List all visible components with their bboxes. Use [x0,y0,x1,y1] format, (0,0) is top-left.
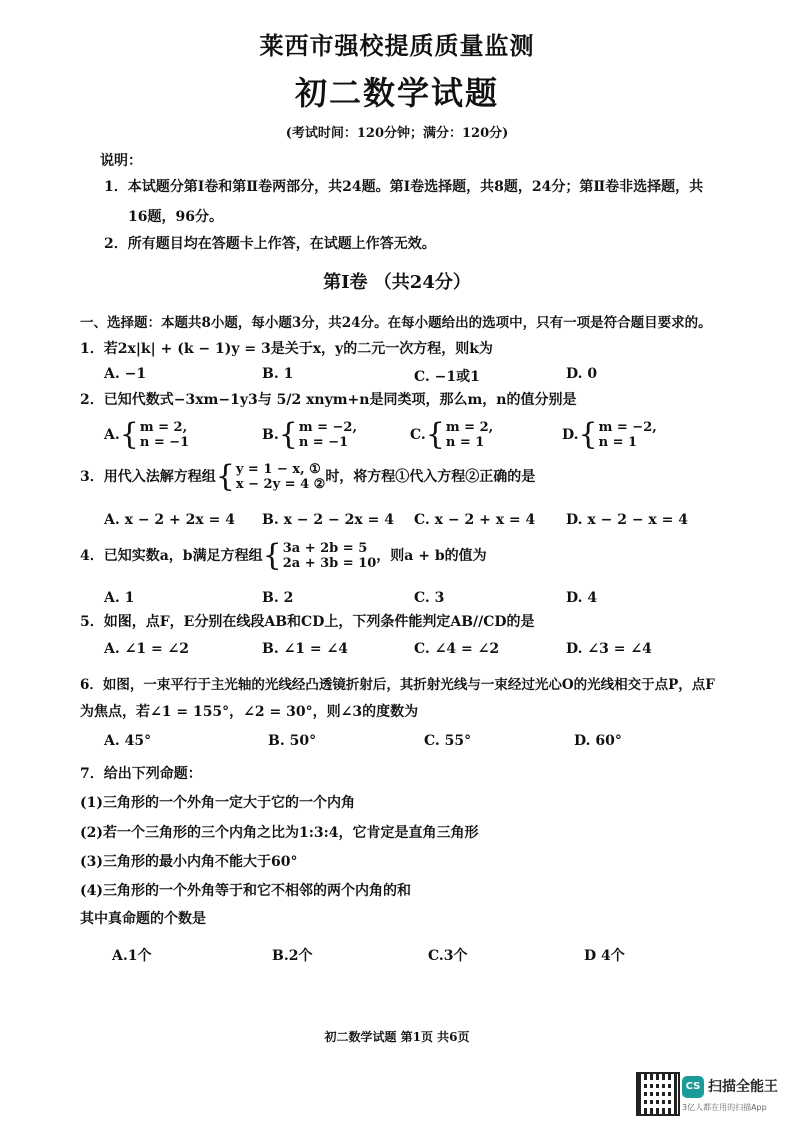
brace-icon: { [119,417,139,452]
section-intro: 一、选择题：本题共8小题，每小题3分，共24分。在每小题给出的选项中，只有一项是符合题目要求的。 [80,315,712,331]
question-4-option-d: D. 4 [566,590,598,606]
question-2-option-a-eq2: n = −1 [139,435,190,450]
question-3-eq-1: y = 1 − x, ① [235,462,321,477]
question-5-option-a: A. ∠1 = ∠2 [104,641,190,657]
question-7-option-d: D 4个 [584,948,625,964]
camscanner-logo-icon: CS [682,1076,704,1098]
brace-icon: { [425,417,445,452]
camscanner-tagline: 3亿人都在用的扫描App [682,1103,767,1112]
question-4-eq-2: 2a + 3b = 10 [282,556,377,571]
question-3-stem-pre: 3．用代入法解方程组 [80,469,216,485]
question-5-stem: 5．如图，点F，E分别在线段AB和CD上，下列条件能判定AB//CD的是 [80,614,535,630]
question-4-stem-pre: 4．已知实数a，b满足方程组 [80,548,263,564]
question-3-option-b: B. x − 2 − 2x = 4 [262,512,394,528]
question-5-option-b: B. ∠1 = ∠4 [262,641,349,657]
question-2-option-a [104,417,190,452]
question-7-proposition-3: (3)三角形的最小内角不能大于60° [80,854,298,870]
section-title: 第Ⅰ卷 （共24分） [323,272,471,293]
question-4-eq-1: 3a + 2b = 5 [282,541,368,556]
question-4-stem-post: ，则a + b的值为 [376,548,487,564]
question-5-option-c: C. ∠4 = ∠2 [414,641,500,657]
question-2-option-a-label: A. [104,427,120,443]
question-7-question: 其中真命题的个数是 [80,911,206,927]
question-6-stem-line-2: 为焦点，若∠1 = 155°，∠2 = 30°，则∠3的度数为 [80,704,419,720]
question-6-option-d: D. 60° [574,733,622,749]
question-2-option-c-eq2: n = 1 [445,435,485,450]
question-7-option-c: C.3个 [428,948,468,964]
exam-title-school: 莱西市强校提质质量监测 [259,31,535,60]
qr-code-icon [636,1072,680,1116]
question-7-stem: 7．给出下列命题： [80,766,202,782]
question-4-option-a: A. 1 [104,590,135,606]
question-7-proposition-2: (2)若一个三角形的三个内角之比为1:3:4，它肯定是直角三角形 [80,825,479,841]
question-6-option-b: B. 50° [268,733,317,749]
question-2-option-c-eq1: m = 2, [445,420,494,435]
notes-item-2: 2．所有题目均在答题卡上作答，在试题上作答无效。 [104,236,436,252]
question-1-option-d: D. 0 [566,366,598,382]
question-4-stem [80,538,487,573]
question-1-stem: 1．若2x|k| + (k − 1)y = 3是关于x，y的二元一次方程，则k为 [80,341,493,357]
question-7-option-a: A.1个 [112,948,152,964]
question-3-option-a: A. x − 2 + 2x = 4 [104,512,235,528]
question-1-option-a: A. −1 [104,366,147,382]
notes-item-1-line-1: 1．本试题分第Ⅰ卷和第Ⅱ卷两部分，共24题。第Ⅰ卷选择题，共8题，24分；第Ⅱ卷非选择题，共 [104,179,704,195]
question-2-option-a-eq1: m = 2, [139,420,188,435]
question-3-option-c: C. x − 2 + x = 4 [414,512,536,528]
question-2-option-d [562,417,657,452]
question-2-option-b-eq1: m = −2, [298,420,357,435]
question-6-option-c: C. 55° [424,733,472,749]
question-4-option-c: C. 3 [414,590,445,606]
question-3-stem-post: 时，将方程①代入方程②正确的是 [325,469,536,485]
question-2-option-d-eq2: n = 1 [598,435,638,450]
question-1-option-b: B. 1 [262,366,294,382]
question-3-eq-2: x − 2y = 4 ② [235,477,326,492]
question-1-option-c: C. −1或1 [414,369,480,385]
question-2-stem: 2．已知代数式−3xm−1y3与 5/2 xnym+n是同类项，那么m，n的值分别是 [80,392,577,408]
question-6-option-a: A. 45° [104,733,152,749]
question-7-proposition-1: (1)三角形的一个外角一定大于它的一个内角 [80,795,355,811]
question-3-option-d: D. x − 2 − x = 4 [566,512,689,528]
question-7-option-b: B.2个 [272,948,313,964]
question-7-proposition-4: (4)三角形的一个外角等于和它不相邻的两个内角的和 [80,883,411,899]
question-2-option-b-eq2: n = −1 [298,435,349,450]
question-6-stem-line-1: 6．如图，一束平行于主光轴的光线经凸透镜折射后，其折射光线与一束经过光心O的光线相交于点P，点F [80,677,715,693]
question-5-option-d: D. ∠3 = ∠4 [566,641,652,657]
notes-label: 说明： [100,153,142,169]
question-3-stem [80,459,536,494]
exam-title: 初二数学试题 [294,74,499,112]
brace-icon: { [578,417,598,452]
camscanner-name: 扫描全能王 [708,1079,778,1095]
question-2-option-d-label: D. [562,427,579,443]
question-2-option-c [410,417,494,452]
brace-icon: { [278,417,298,452]
brace-icon: { [215,459,235,494]
question-2-option-c-label: C. [410,427,426,443]
question-2-option-b-label: B. [262,427,279,443]
question-2-option-d-eq1: m = −2, [598,420,657,435]
notes-item-1-line-2: 16题，96分。 [128,209,223,225]
question-2-option-b [262,417,357,452]
page-footer: 初二数学试题 第1页 共6页 [324,1030,470,1044]
brace-icon: { [262,538,282,573]
exam-subtitle: (考试时间：120分钟；满分：120分) [285,126,509,141]
question-4-option-b: B. 2 [262,590,294,606]
